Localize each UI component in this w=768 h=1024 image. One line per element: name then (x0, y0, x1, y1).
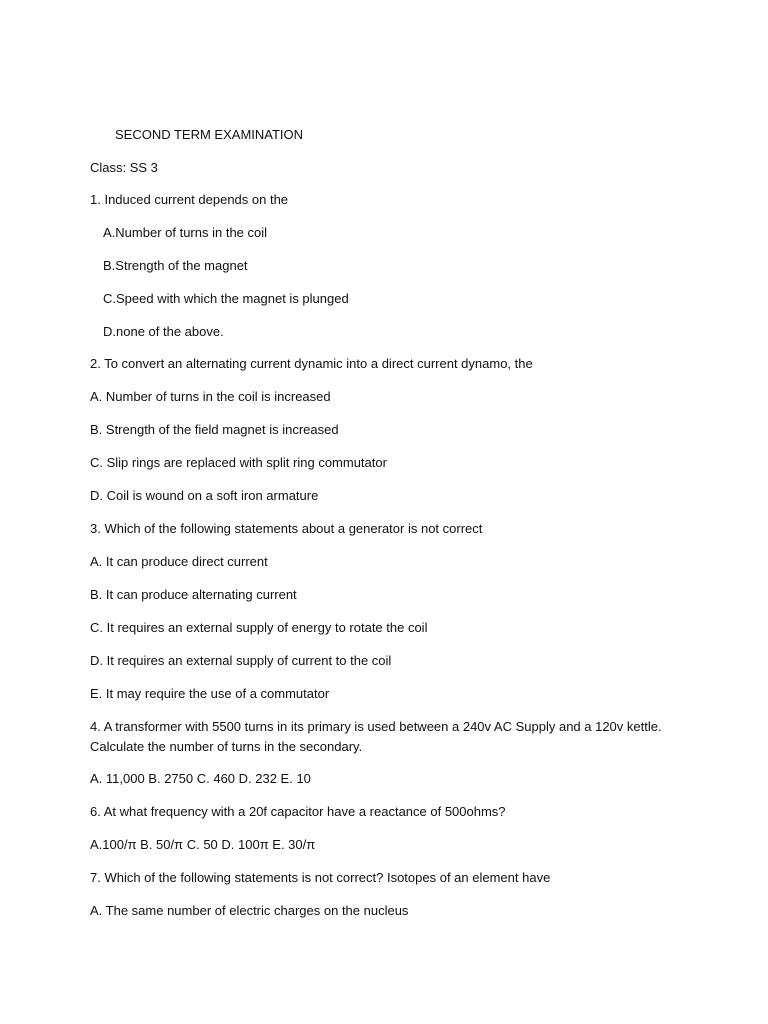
question-3-option-e: E. It may require the use of a commutator (90, 686, 330, 701)
question-2-option-a: A. Number of turns in the coil is increased (90, 389, 331, 404)
question-3-option-d: D. It requires an external supply of current to the coil (90, 653, 392, 668)
question-6-options: A.100/π B. 50/π C. 50 D. 100π E. 30/π (90, 837, 316, 852)
exam-title: SECOND TERM EXAMINATION (115, 127, 304, 142)
question-2-option-d: D. Coil is wound on a soft iron armature (90, 488, 319, 503)
question-1-option-c: C.Speed with which the magnet is plunged (103, 291, 349, 306)
question-3-option-c: C. It requires an external supply of energy to rotate the coil (90, 620, 428, 635)
question-7-stem: 7. Which of the following statements is not correct? Isotopes of an element have (90, 870, 551, 885)
question-3-option-b: B. It can produce alternating current (90, 587, 297, 602)
question-1-option-a: A.Number of turns in the coil (103, 225, 268, 240)
question-3-option-a: A. It can produce direct current (90, 554, 268, 569)
question-1-stem: 1. Induced current depends on the (90, 192, 289, 207)
class-label: Class: SS 3 (90, 160, 158, 175)
question-1-option-b: B.Strength of the magnet (103, 258, 248, 273)
question-2-option-c: C. Slip rings are replaced with split ring commutator (90, 455, 387, 470)
question-4-stem: 4. A transformer with 5500 turns in its primary is used between a 240v AC Supply and a 120v kettle. Calculate the number of turns in the secondary. (90, 719, 662, 754)
question-2-option-b: B. Strength of the field magnet is increased (90, 422, 339, 437)
question-6-stem: 6. At what frequency with a 20f capacitor have a reactance of 500ohms? (90, 804, 506, 819)
question-4-options: A. 11,000 B. 2750 C. 460 D. 232 E. 10 (90, 771, 311, 786)
question-3-stem: 3. Which of the following statements about a generator is not correct (90, 521, 483, 536)
question-1-option-d: D.none of the above. (103, 324, 224, 339)
question-7-option-a: A. The same number of electric charges on the nucleus (90, 903, 409, 918)
question-2-stem: 2. To convert an alternating current dynamic into a direct current dynamo, the (90, 356, 533, 371)
